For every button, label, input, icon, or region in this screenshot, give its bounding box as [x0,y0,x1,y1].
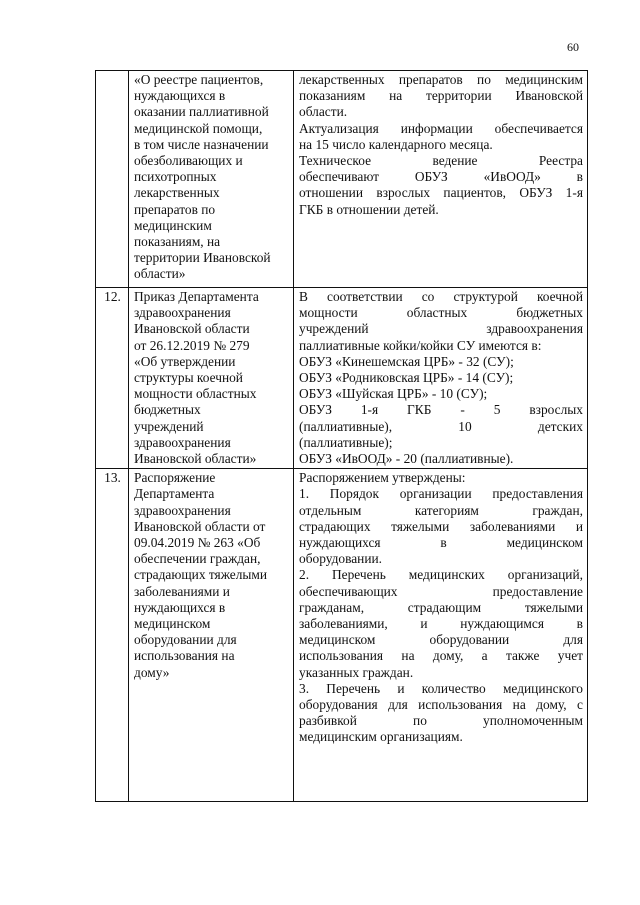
document-title-cell [129,71,294,288]
description-line: разбивкой по уполномоченным [299,713,583,729]
description-paragraph [299,370,583,386]
description-line: (паллиативные); [299,434,393,450]
description-line: заболеваниями, и нуждающимся в [299,616,583,632]
description-paragraph [299,451,583,467]
description-line: мощности областных бюджетных [299,305,583,321]
document-title-line: здравоохранения [134,502,231,518]
description-line: ОБУЗ «Шуйская ЦРБ» - 10 (СУ); [299,386,488,402]
description-line: ОБУЗ «Кинешемская ЦРБ» - 32 (СУ); [299,353,514,369]
document-title-line: использования на [134,648,235,664]
description-line: учреждений здравоохранения [299,321,583,337]
description-line: ОБУЗ «ИвООД» - 20 (паллиативные). [299,451,514,467]
page-number: 60 [567,40,579,54]
description-line: ОБУЗ «Родниковская ЦРБ» - 14 (СУ); [299,370,514,386]
document-title-line: здравоохранения [134,305,231,321]
description-cell [294,288,588,469]
description-line: ОБУЗ 1-я ГКБ - 5 взрослых [299,402,583,418]
description-line: отношении взрослых пациентов, ОБУЗ 1-я [299,185,583,201]
description-line: лекарственных препаратов по медицинским [299,72,583,87]
description-line: 3. Перечень и количество медицинского [299,680,583,696]
description-cell [294,71,588,288]
table-row [96,469,588,802]
document-title-line: лекарственных [134,185,220,201]
document-title-line: препаратов по [134,201,216,217]
description-line: нуждающихся в медицинском [299,535,583,551]
document-title-line: оказании паллиативной [134,104,269,120]
description-line: Техническое ведение Реестра [299,153,583,169]
description-paragraph [299,121,583,153]
description-line: указанных граждан. [299,664,414,680]
description-line: Распоряжением утверждены: [299,470,466,486]
document-title-line: нуждающихся в [134,599,226,615]
table-row [96,71,588,288]
description-paragraph [299,72,583,121]
description-line: обеспечивающих предоставление [299,583,583,599]
description-line: (паллиативные), 10 детских [299,418,583,434]
document-title-line: оборудовании для [134,632,237,648]
document-title-line: психотропных [134,169,217,185]
document-title-line: области» [134,266,186,282]
document-table [95,70,588,802]
description-paragraph [299,289,583,354]
document-title-line: мощности областных [134,386,257,402]
description-paragraph [299,470,583,486]
document-title-line: дому» [134,664,170,680]
document-title-line: Приказ Департамента [134,289,259,304]
row-number: 12. [96,288,129,469]
document-title-line: медицинским [134,217,212,233]
document-title-line: 09.04.2019 № 263 «Об [134,535,261,551]
document-title-line: в том числе назначении [134,136,269,152]
document-title-line: нуждающихся в [134,88,226,104]
document-title-line: заболеваниями и [134,583,230,599]
document-title-line: от 26.12.2019 № 279 [134,337,250,353]
description-paragraph [299,354,583,370]
description-line: 2. Перечень медицинских организаций, [299,567,583,583]
row-number [96,71,129,288]
document-title-line: учреждений [134,418,204,434]
document-title-line: «О реестре пациентов, [134,72,264,87]
document-title-line: территории Ивановской [134,250,271,266]
document-title-line: Ивановской области [134,321,250,337]
document-title-cell [129,288,294,469]
table-row [96,288,588,469]
document-title-line: показаниям, на [134,234,221,250]
description-line: использования на дому, а также учет [299,648,583,664]
description-line: оборудовании. [299,551,383,567]
description-line: Актуализация информации обеспечивается [299,120,583,136]
document-title-line: страдающих тяжелыми [134,567,268,583]
description-line: В соответствии со структурой коечной [299,289,583,304]
description-line: медицинским организациям. [299,729,463,745]
description-paragraph [299,486,583,567]
description-paragraph [299,402,583,451]
description-line: медицинском оборудовании для [299,632,583,648]
description-line: на 15 число календарного месяца. [299,136,493,152]
document-title-cell [129,469,294,802]
document-title-line: обезболивающих и [134,153,243,169]
description-paragraph [299,567,583,680]
description-line: паллиативные койки/койки СУ имеются в: [299,337,542,353]
description-line: области. [299,104,348,120]
description-line: показаниям на территории Ивановской [299,88,583,104]
document-title-line: бюджетных [134,402,201,418]
description-line: страдающих тяжелыми заболеваниями и [299,518,583,534]
description-paragraph [299,681,583,746]
description-line: обеспечивают ОБУЗ «ИвООД» в [299,169,583,185]
description-paragraph [299,386,583,402]
document-title-line: здравоохранения [134,434,231,450]
document-title-line: обеспечении граждан, [134,551,261,567]
description-cell [294,469,588,802]
document-title-line: «Об утверждении [134,353,236,369]
document-title-line: Распоряжение [134,470,216,486]
document-title-line: Департамента [134,486,215,502]
document-title-line: медицинском [134,616,211,632]
document-title-line: медицинской помощи, [134,120,263,136]
document-title-line: структуры коечной [134,370,243,386]
document-title-line: Ивановской области» [134,451,257,467]
description-paragraph [299,153,583,218]
description-line: оборудования для использования на дому, с [299,697,583,713]
description-line: 1. Порядок организации предоставления [299,486,583,502]
document-title-line: Ивановской области от [134,518,266,534]
description-line: ГКБ в отношении детей. [299,201,439,217]
description-line: отдельным категориям граждан, [299,502,583,518]
row-number: 13. [96,469,129,802]
description-line: гражданам, страдающим тяжелыми [299,599,583,615]
